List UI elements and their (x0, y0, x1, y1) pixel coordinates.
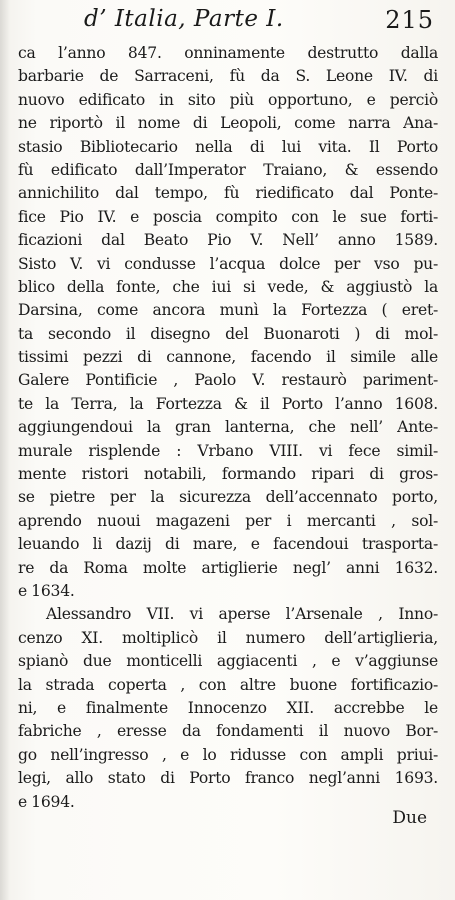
text-line: leuando li dazij di mare, e facendoui trasporta- (18, 535, 438, 554)
text-line: re da Roma molte artiglierie negl’ anni 1632. (18, 558, 438, 577)
text-line: se pietre per la sicurezza dell’accennato porto, (18, 488, 438, 507)
text-line: nuovo edificato in sito più opportuno, e perciò (18, 90, 438, 109)
text-line: aprendo nuoui magazeni per i mercanti , sol- (18, 511, 438, 530)
page-header (84, 4, 434, 38)
text-line: barbarie de Sarraceni, fù da S. Leone IV. di (18, 67, 438, 86)
text-line: mente ristori notabili, formando ripari di gros- (18, 465, 438, 484)
text-line: annichilito dal tempo, fù riedificato dal Ponte- (18, 184, 438, 203)
text-line: fù edificato dall’Imperator Traiano, & essendo (18, 160, 438, 179)
text-line: ne riportò il nome di Leopoli, come narra Ana- (18, 114, 438, 133)
body-text (18, 42, 438, 814)
text-line: ca l’anno 847. onninamente destrutto dalla (18, 44, 438, 62)
text-line: cenzo XI. moltiplicò il numero dell’artiglieria, (18, 628, 438, 647)
text-line: Galere Pontificie , Paolo V. restaurò pariment- (18, 371, 438, 390)
running-head: d’ Italia, Parte I. (84, 6, 284, 32)
text-line: go nell’ingresso , e lo ridusse con ampli priui- (18, 745, 438, 764)
text-line: fice Pio IV. e poscia compito con le sue forti- (18, 207, 438, 226)
text-line: ficazioni dal Beato Pio V. Nell’ anno 1589. (18, 231, 438, 250)
text-line: e 1694. (18, 792, 75, 811)
text-line: legi, allo stato di Porto franco negl’anni 1693. (18, 769, 438, 788)
text-line: spianò due monticelli aggiacenti , e v’aggiunse (18, 652, 438, 671)
text-line: Alessandro VII. vi aperse l’Arsenale , Inno- (46, 605, 438, 624)
text-line: Sisto V. vi condusse l’acqua dolce per vso pu- (18, 254, 438, 273)
text-line: blico della fonte, che iui si vede, & aggiustò la (18, 277, 438, 296)
page-gutter-shadow (0, 0, 10, 900)
text-line: ta secondo il disegno del Buonaroti ) di mol- (18, 324, 438, 343)
text-line: ni, e finalmente Innocenzo XII. accrebbe le (18, 698, 438, 717)
text-line: te la Terra, la Fortezza & il Porto l’anno 1608. (18, 394, 438, 413)
text-line: la strada coperta , con altre buone fortificazio- (18, 675, 438, 694)
catchword: Due (392, 808, 427, 828)
text-line: fabriche , eresse da fondamenti il nuovo Bor- (18, 722, 438, 741)
text-line: tissimi pezzi di cannone, facendo il simile alle (18, 348, 438, 367)
text-line: e 1634. (18, 581, 75, 600)
text-line: murale risplende : Vrbano VIII. vi fece simil- (18, 441, 438, 460)
page-number: 215 (385, 6, 434, 34)
text-line: stasio Bibliotecario nella di lui vita. Il Porto (18, 137, 438, 156)
text-line: aggiungendoui la gran lanterna, che nell’ Ante- (18, 418, 438, 437)
text-line: Darsina, come ancora munì la Fortezza ( eret- (18, 301, 438, 320)
